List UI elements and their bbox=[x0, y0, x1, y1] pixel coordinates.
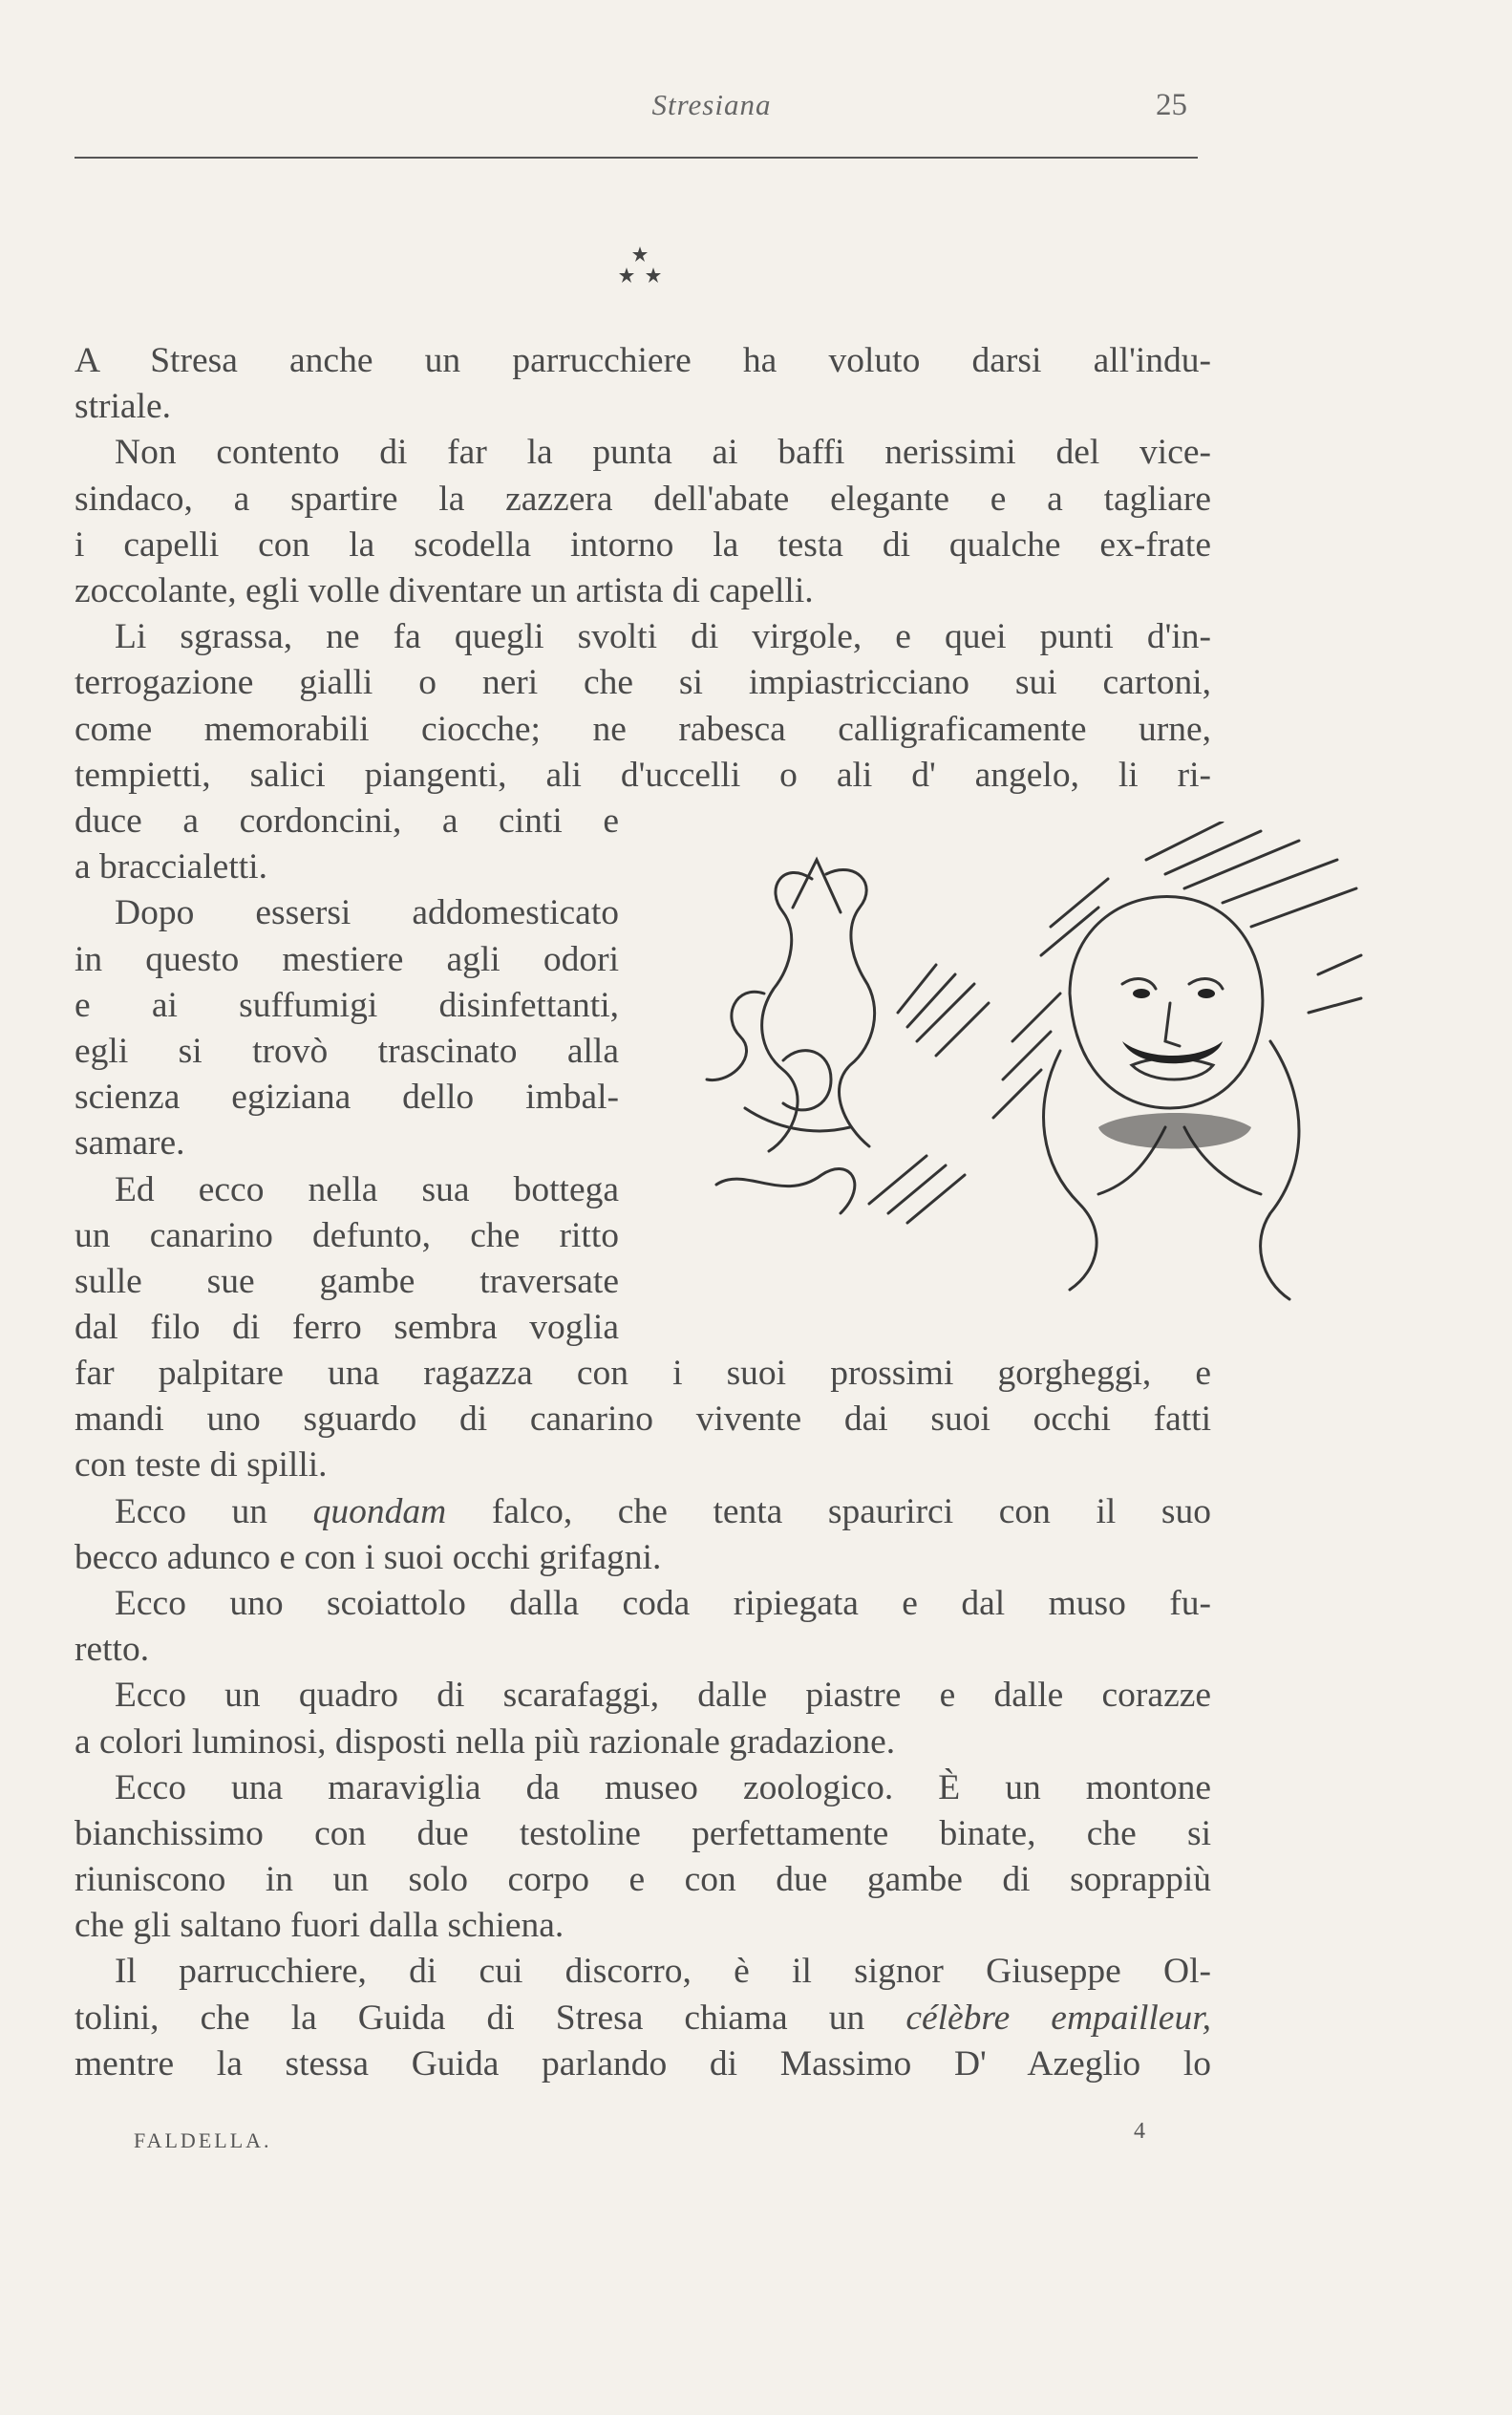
text-fragment: falco, che tenta spaurirci con il suo bbox=[491, 1491, 1212, 1531]
signature-mark: FALDELLA. bbox=[134, 2128, 272, 2152]
text-line: riuniscono in un solo corpo e con due gambe di soprappiù bbox=[75, 1860, 1211, 1900]
text-line: Ecco un quadro di scarafaggi, dalle piastre e dalle corazze bbox=[115, 1676, 1211, 1716]
portrait-illustration bbox=[650, 822, 1366, 1337]
text-line: becco adunco e con i suoi occhi grifagni. bbox=[75, 1537, 662, 1577]
text-line: bianchissimo con due testoline perfettamente binate, che si bbox=[75, 1813, 1211, 1853]
text-line: in questo mestiere agli odori bbox=[75, 939, 619, 979]
text-line: zoccolante, egli volle diventare un artista di capelli. bbox=[75, 570, 814, 610]
text-line: sindaco, a spartire la zazzera dell'abate elegante e a tagliare bbox=[75, 479, 1211, 519]
text-line: egli si trovò trascinato alla bbox=[75, 1031, 619, 1071]
text-fragment: tolini, che la Guida di Stresa chiama un bbox=[75, 1998, 865, 2038]
running-head bbox=[0, 88, 1512, 126]
text-line: striale. bbox=[75, 387, 172, 427]
text-line: Ecco uno scoiattolo dalla coda ripiegata e dal muso fu- bbox=[115, 1583, 1211, 1623]
text-line: tempietti, salici piangenti, ali d'uccelli o ali d' angelo, li ri- bbox=[75, 755, 1211, 795]
sheet-number: 4 bbox=[1134, 2119, 1145, 2144]
asterism-icon bbox=[611, 246, 669, 294]
running-title: Stresiana bbox=[651, 88, 772, 121]
page-footer bbox=[0, 2119, 1512, 2157]
text-line: Non contento di far la punta ai baffi nerissimi del vice- bbox=[115, 433, 1211, 473]
text-line: A Stresa anche un parrucchiere ha voluto darsi all'indu- bbox=[75, 341, 1211, 380]
text-line: che gli saltano fuori dalla schiena. bbox=[75, 1906, 564, 1946]
text-line: Li sgrassa, ne fa quegli svolti di virgole, e quei punti d'in- bbox=[115, 617, 1211, 657]
body-text-beside-illustration bbox=[75, 799, 619, 1351]
text-line: far palpitare una ragazza con i suoi prossimi gorgheggi, e bbox=[75, 1354, 1211, 1393]
body-text-top bbox=[75, 338, 1211, 799]
empailleur-phrase: célèbre empailleur, bbox=[905, 1998, 1212, 2038]
text-line bbox=[75, 1996, 1211, 2041]
asterism-ornament bbox=[611, 246, 669, 294]
text-line: Ecco una maraviglia da museo zoologico. È un montone bbox=[115, 1767, 1211, 1807]
text-line: a colori luminosi, disposti nella più razionale gradazione. bbox=[75, 1721, 896, 1762]
text-line: come memorabili ciocche; ne rabesca calligraficamente urne, bbox=[75, 709, 1211, 749]
ecco-prefix: Ecco un bbox=[115, 1491, 268, 1531]
text-line: terrogazione gialli o neri che si impiastricciano sui cartoni, bbox=[75, 663, 1211, 703]
text-line: Dopo essersi addomesticato bbox=[115, 893, 619, 933]
text-line: a braccialetti. bbox=[75, 847, 267, 887]
text-line: scienza egiziana dello imbal- bbox=[75, 1078, 619, 1118]
text-line: retto. bbox=[75, 1630, 150, 1670]
text-line: duce a cordoncini, a cinti e bbox=[75, 801, 619, 841]
text-line: sulle sue gambe traversate bbox=[75, 1261, 619, 1301]
text-line: mandi uno sguardo di canarino vivente dai suoi occhi fatti bbox=[75, 1400, 1211, 1440]
text-line: samare. bbox=[75, 1123, 185, 1164]
header-rule bbox=[75, 157, 1198, 159]
text-line: un canarino defunto, che ritto bbox=[75, 1215, 619, 1255]
text-line: e ai suffumigi disinfettanti, bbox=[75, 985, 619, 1025]
body-text-bottom bbox=[75, 1351, 1211, 2087]
page-number: 25 bbox=[1156, 88, 1187, 122]
text-line bbox=[75, 1489, 1211, 1535]
text-line: dal filo di ferro sembra voglia bbox=[75, 1308, 619, 1348]
text-line: i capelli con la scodella intorno la testa di qualche ex-frate bbox=[75, 524, 1211, 565]
text-line: Il parrucchiere, di cui discorro, è il signor Giuseppe Ol- bbox=[115, 1952, 1211, 1992]
text-line: con teste di spilli. bbox=[75, 1445, 328, 1485]
quondam-word: quondam bbox=[312, 1491, 447, 1531]
text-line: Ed ecco nella sua bottega bbox=[115, 1169, 619, 1209]
text-line: mentre la stessa Guida parlando di Massimo D' Azeglio lo bbox=[75, 2043, 1211, 2084]
